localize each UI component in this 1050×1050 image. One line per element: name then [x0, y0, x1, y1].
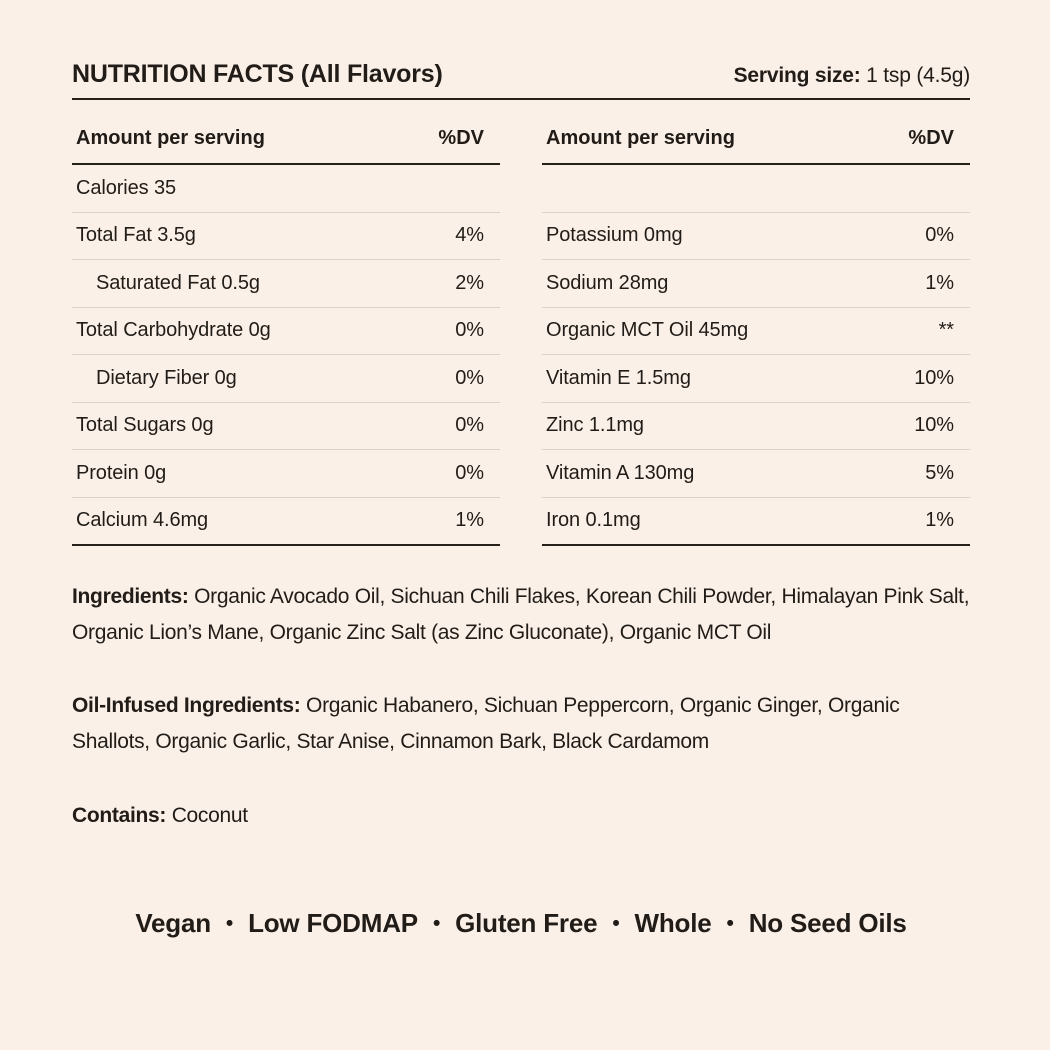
table-row-potassium [542, 213, 970, 261]
facts-rows-left [72, 165, 500, 546]
bullet-separator: • [225, 912, 234, 935]
badge-whole: Whole [634, 908, 712, 938]
contains-paragraph [72, 798, 970, 834]
table-row-total-carbohydrate [72, 308, 500, 356]
nutrient-dv: 0% [455, 461, 484, 484]
nutrient-label: Zinc 1.1mg [546, 414, 644, 437]
facts-columns [72, 100, 970, 546]
nutrient-label: Dietary Fiber 0g [96, 366, 237, 389]
serving-size [734, 64, 970, 88]
nutrient-dv: 1% [925, 509, 954, 532]
nutrient-dv: ** [938, 319, 954, 342]
table-row-empty [542, 165, 970, 213]
bullet-separator: • [612, 912, 620, 935]
oil-infused-ingredients-label: Oil-Infused Ingredients: [72, 694, 301, 717]
table-row-calcium [72, 498, 500, 545]
amount-per-serving-heading: Amount per serving [546, 127, 735, 149]
contains-text: Coconut [171, 804, 248, 827]
table-row-organic-mct-oil [542, 308, 970, 356]
nutrient-label: Vitamin E 1.5mg [546, 366, 691, 389]
table-row-iron [542, 498, 970, 545]
nutrient-label: Potassium 0mg [546, 224, 683, 247]
nutrient-dv: 0% [455, 319, 484, 342]
badge-low-fodmap: Low FODMAP [248, 908, 418, 938]
nutrient-label: Total Sugars 0g [76, 414, 214, 437]
nutrient-label: Calcium 4.6mg [76, 509, 209, 532]
badge-gluten-free: Gluten Free [455, 908, 598, 938]
contains-label: Contains: [72, 804, 167, 827]
nutrient-label: Vitamin A 130mg [546, 461, 695, 484]
nutrient-dv: 2% [455, 271, 484, 294]
oil-infused-ingredients-text: Organic Habanero, Sichuan Peppercorn, Organic Ginger, Organic Shallots, Organic Garlic, Star Anise, Cinnamon Bark, Black Cardamom [72, 694, 900, 753]
serving-size-label: Serving size: [733, 64, 861, 87]
nutrient-label: Organic MCT Oil 45mg [546, 319, 749, 342]
amount-per-serving-heading: Amount per serving [76, 127, 265, 149]
dv-heading: %DV [908, 127, 954, 149]
table-row-sodium [542, 260, 970, 308]
ingredients-label: Ingredients: [72, 585, 189, 608]
table-row-total-fat [72, 213, 500, 261]
label-header [72, 60, 970, 100]
nutrient-dv: 1% [925, 271, 954, 294]
nutrient-label: Calories 35 [76, 176, 177, 199]
page-title: NUTRITION FACTS (All Flavors) [72, 60, 443, 88]
nutrient-label: Saturated Fat 0.5g [96, 271, 260, 294]
column-header [542, 100, 970, 165]
nutrient-dv: 0% [925, 224, 954, 247]
diet-badges [72, 908, 970, 939]
dv-heading: %DV [438, 127, 484, 149]
facts-rows-right [542, 165, 970, 546]
serving-size-value: 1 tsp (4.5g) [866, 64, 970, 87]
facts-column-left [72, 100, 500, 546]
badge-no-seed-oils: No Seed Oils [748, 908, 907, 938]
table-row-zinc [542, 403, 970, 451]
nutrient-label: Sodium 28mg [546, 271, 669, 294]
table-row-vitamin-a [542, 450, 970, 498]
nutrient-dv: 0% [455, 414, 484, 437]
ingredients-paragraph [72, 579, 970, 651]
nutrient-dv: 0% [455, 366, 484, 389]
nutrient-dv: 10% [914, 414, 954, 437]
nutrient-dv: 5% [925, 461, 954, 484]
nutrient-label: Total Carbohydrate 0g [76, 319, 271, 342]
nutrient-dv: 1% [455, 509, 484, 532]
nutrient-dv: 4% [455, 224, 484, 247]
nutrient-dv: 10% [914, 366, 954, 389]
facts-column-right [542, 100, 970, 546]
table-row-protein [72, 450, 500, 498]
oil-infused-ingredients-paragraph [72, 688, 970, 760]
bullet-separator: • [432, 912, 441, 935]
table-row-total-sugars [72, 403, 500, 451]
nutrient-label: Total Fat 3.5g [76, 224, 196, 247]
ingredients-text: Organic Avocado Oil, Sichuan Chili Flakes, Korean Chili Powder, Himalayan Pink Salt, Organic Lion’s Mane, Organic Zinc Salt (as Zinc Gluconate), Organic MCT Oil [72, 585, 970, 644]
column-header [72, 100, 500, 165]
table-row-calories [72, 165, 500, 213]
bullet-separator: • [726, 912, 734, 935]
badge-vegan: Vegan [135, 908, 211, 938]
nutrient-label: Iron 0.1mg [546, 509, 641, 532]
nutrient-label: Protein 0g [76, 461, 167, 484]
table-row-dietary-fiber [72, 355, 500, 403]
table-row-saturated-fat [72, 260, 500, 308]
table-row-vitamin-e [542, 355, 970, 403]
